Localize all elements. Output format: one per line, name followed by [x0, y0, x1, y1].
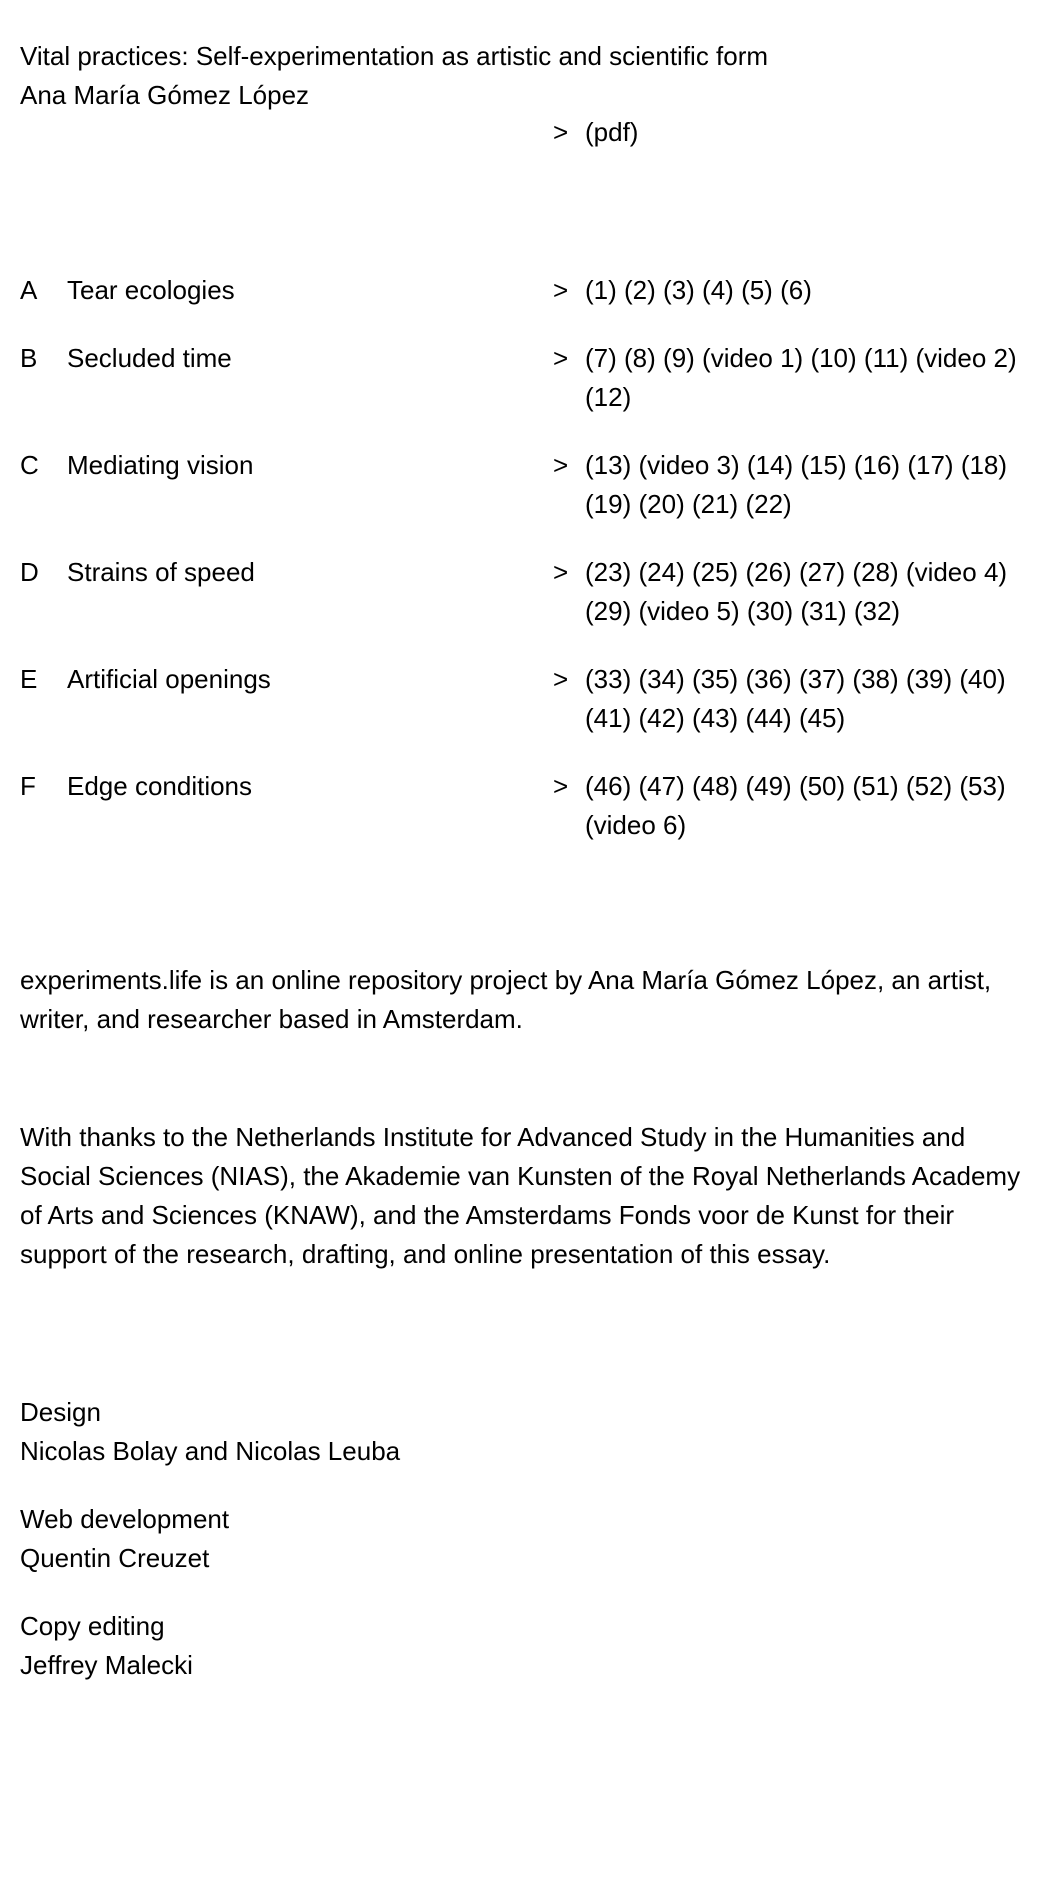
chapter-letter: A [20, 275, 38, 305]
section-link[interactable]: (44) [745, 703, 792, 733]
section-link[interactable]: (20) [638, 489, 685, 519]
arrow-icon: > [553, 771, 569, 801]
chapter-title: Secluded time [67, 343, 232, 373]
section-link[interactable]: (4) [702, 275, 734, 305]
video-link[interactable]: (video 2) [915, 343, 1017, 373]
chapter-row [20, 553, 1060, 631]
chapter-title: Mediating vision [67, 450, 254, 480]
section-link[interactable]: (39) [905, 664, 953, 694]
section-link[interactable]: (18) [960, 450, 1008, 480]
credit-names: Nicolas Bolay and Nicolas Leuba [20, 1436, 401, 1466]
arrow-icon: > [553, 275, 569, 305]
link-list [585, 339, 1058, 417]
section-link[interactable]: (21) [691, 489, 739, 519]
chapter-title: Strains of speed [67, 557, 255, 587]
section-link[interactable]: (30) [746, 596, 794, 626]
section-link[interactable]: (5) [741, 275, 773, 305]
chapter-letter: F [20, 771, 36, 801]
chapter-row [20, 339, 1060, 417]
essay-title: Vital practices: Self-experimentation as artistic and scientific form [20, 41, 769, 71]
about-text: experiments.life is an online repository project by Ana María Gómez López, an artist, writer, and researcher based in Amsterdam. [20, 965, 992, 1034]
chapter-links [553, 339, 1058, 417]
credit-names: Jeffrey Malecki [20, 1650, 193, 1680]
section-link[interactable]: (49) [745, 771, 792, 801]
video-link[interactable]: (video 5) [638, 596, 740, 626]
section-link[interactable]: (47) [638, 771, 685, 801]
credit-entry [20, 1393, 1040, 1471]
section-link[interactable]: (34) [638, 664, 685, 694]
link-list [585, 660, 1058, 738]
link-list [585, 553, 1058, 631]
arrow-icon: > [553, 117, 569, 147]
section-link[interactable]: (23) [585, 557, 632, 587]
section-link[interactable]: (6) [780, 275, 812, 305]
credit-role: Copy editing [20, 1611, 165, 1641]
chapter-row [20, 660, 1060, 738]
chapter-letter: B [20, 343, 38, 373]
essay-header [20, 37, 1050, 115]
credit-role: Web development [20, 1504, 230, 1534]
chapter-letter: E [20, 664, 38, 694]
section-link[interactable]: (33) [585, 664, 632, 694]
chapter-letter: D [20, 557, 39, 587]
section-link[interactable]: (50) [798, 771, 846, 801]
arrow-icon: > [553, 343, 569, 373]
section-link[interactable]: (25) [691, 557, 739, 587]
section-link[interactable]: (40) [959, 664, 1006, 694]
section-link[interactable]: (37) [798, 664, 846, 694]
section-link[interactable]: (12) [585, 382, 632, 412]
section-link[interactable]: (28) [852, 557, 899, 587]
section-link[interactable]: (2) [624, 275, 656, 305]
section-link[interactable]: (27) [798, 557, 846, 587]
arrow-icon: > [553, 450, 569, 480]
section-link[interactable]: (8) [624, 343, 656, 373]
link-list [585, 446, 1058, 524]
chapter-title: Tear ecologies [67, 275, 235, 305]
video-link[interactable]: (video 1) [702, 343, 804, 373]
section-link[interactable]: (53) [959, 771, 1006, 801]
chapter-title: Edge conditions [67, 771, 253, 801]
chapter-row [20, 271, 1060, 310]
arrow-icon: > [553, 664, 569, 694]
essay-author: Ana María Gómez López [20, 80, 310, 110]
credit-entry [20, 1607, 1040, 1685]
section-link[interactable]: (48) [691, 771, 739, 801]
section-link[interactable]: (26) [745, 557, 792, 587]
section-link[interactable]: (13) [585, 450, 632, 480]
arrow-icon: > [553, 557, 569, 587]
credit-entry [20, 1500, 1040, 1578]
section-link[interactable]: (38) [852, 664, 899, 694]
chapter-links [553, 767, 1058, 845]
section-link[interactable]: (15) [800, 450, 847, 480]
chapter-links [553, 553, 1058, 631]
video-link[interactable]: (video 6) [585, 810, 687, 840]
section-link[interactable]: (36) [745, 664, 792, 694]
section-link[interactable]: (17) [907, 450, 954, 480]
section-link[interactable]: (45) [798, 703, 846, 733]
link-list [585, 767, 1058, 845]
section-link[interactable]: (31) [800, 596, 847, 626]
video-link[interactable]: (video 3) [638, 450, 740, 480]
section-link[interactable]: (41) [585, 703, 632, 733]
chapter-letter: C [20, 450, 39, 480]
pdf-link[interactable]: (pdf) [585, 117, 639, 147]
section-link[interactable]: (43) [691, 703, 739, 733]
section-link[interactable]: (51) [852, 771, 899, 801]
chapter-row [20, 446, 1060, 524]
section-link[interactable]: (14) [746, 450, 794, 480]
section-link[interactable]: (52) [905, 771, 953, 801]
credit-names: Quentin Creuzet [20, 1543, 210, 1573]
section-link[interactable]: (42) [638, 703, 685, 733]
section-link[interactable]: (16) [853, 450, 901, 480]
section-link[interactable]: (35) [691, 664, 739, 694]
section-link[interactable]: (9) [663, 343, 695, 373]
section-link[interactable]: (3) [663, 275, 695, 305]
chapter-title: Artificial openings [67, 664, 271, 694]
chapter-links [553, 660, 1058, 738]
credit-role: Design [20, 1397, 101, 1427]
section-link[interactable]: (11) [863, 343, 909, 373]
section-link[interactable]: (46) [585, 771, 632, 801]
pdf-row [553, 113, 638, 152]
section-link[interactable]: (24) [638, 557, 685, 587]
section-link[interactable]: (10) [810, 343, 857, 373]
video-link[interactable]: (video 4) [905, 557, 1008, 587]
chapter-index [20, 271, 1060, 874]
credits [20, 1393, 1040, 1714]
section-link[interactable]: (29) [585, 596, 632, 626]
link-list [585, 271, 1058, 310]
chapter-links [553, 271, 1058, 310]
section-link[interactable]: (1) [585, 275, 617, 305]
chapter-row [20, 767, 1060, 845]
section-link[interactable]: (19) [585, 489, 632, 519]
chapter-links [553, 446, 1058, 524]
section-link[interactable]: (32) [853, 596, 901, 626]
acknowledgements-text: With thanks to the Netherlands Institute for Advanced Study in the Humanities and Social Sciences (NIAS), the Akademie van Kunsten of the Royal Netherlands Academy of Arts and Sciences (KNAW), and the Amsterdams Fonds voor de Kunst for their support of the research, drafting, and online presentation of this essay. [20, 1122, 1021, 1269]
section-link[interactable]: (22) [745, 489, 792, 519]
section-link[interactable]: (7) [585, 343, 617, 373]
